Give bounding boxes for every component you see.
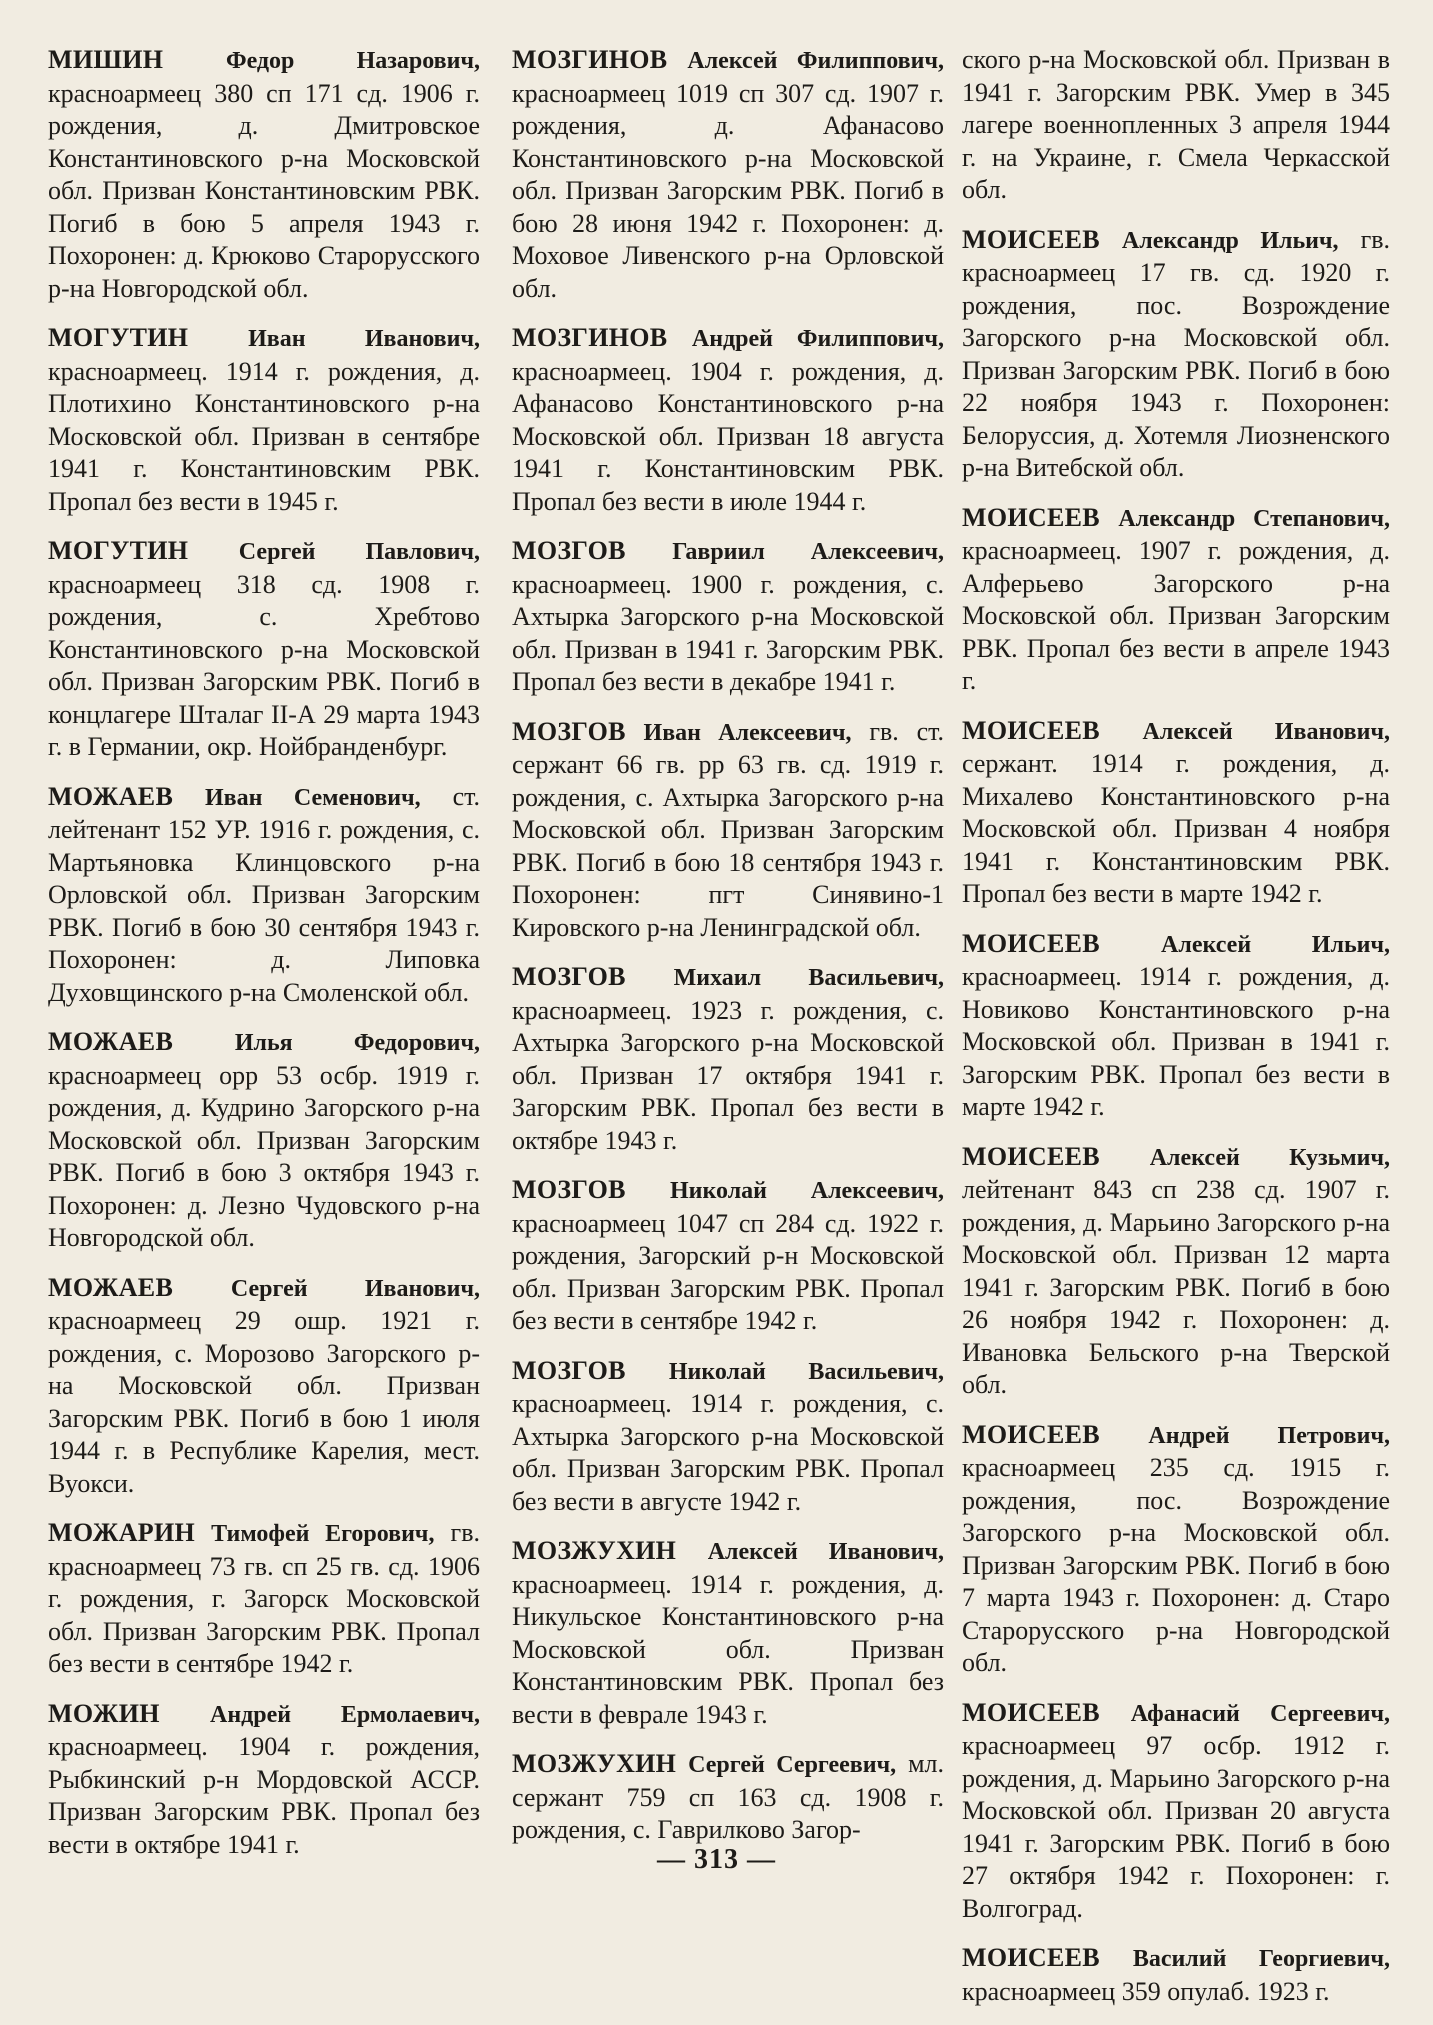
entry-given-name: Сергей Сергеевич,	[688, 1752, 897, 1778]
entry	[48, 322, 480, 518]
entry-surname: МОИСЕЕВ	[962, 502, 1100, 532]
entry-text: гв. красноармеец 73 гв. сп 25 гв. сд. 1906 г. рождения, г. Загорск Московской обл. Призван Загорским РВК. Пропал без вести в сентябре 1942 г.	[48, 1518, 480, 1678]
entry-text: красноармеец 318 сд. 1908 г. рождения, с. Хребтово Константиновского р-на Московской обл. Призван Загорским РВК. Погиб в концлагере Шталаг II-А 29 марта 1943 г. в Германии, окр. Нойбранденбург.	[48, 569, 480, 761]
entry-surname: МОЗГОВ	[512, 1175, 626, 1204]
entry	[48, 1272, 480, 1501]
entry	[962, 715, 1390, 911]
entry-given-name: Федор Назарович,	[225, 48, 480, 74]
entry-surname: МОИСЕЕВ	[962, 715, 1100, 745]
entry-surname: МОГУТИН	[48, 323, 189, 352]
entry-given-name: Илья Федорович,	[234, 1030, 480, 1056]
entry-text: лейтенант 843 сп 238 сд. 1907 г. рождения, д. Марьино Загорского р-на Московской обл. Призван 12 марта 1941 г. Загорским РВК. Погиб в бою 26 ноября 1942 г. Похоронен: д. Ивановка Бельского р-на Тверской обл.	[962, 1175, 1390, 1399]
entry-text: красноармеец. 1914 г. рождения, д. Никульское Константиновского р-на Московской обл. Призван Константиновским РВК. Пропал без вести в феврале 1943 г.	[512, 1569, 944, 1729]
entry-surname: МОИСЕЕВ	[962, 1141, 1100, 1171]
entry-given-name: Афанасий Сергеевич,	[1130, 1700, 1391, 1727]
entry-surname: МОЗЖУХИН	[512, 1749, 677, 1778]
entry	[962, 1141, 1390, 1402]
entry-text: гв. ст. сержант 66 гв. рр 63 гв. сд. 1919 г. рождения, с. Ахтырка Загорского р-на Московской обл. Призван Загорским РВК. Погиб в бою 18 сентября 1943 г. Похоронен: пгт Синявино-1 Кировского р-на Ленинградской обл.	[512, 716, 945, 942]
entry	[512, 1174, 944, 1338]
column-2	[512, 44, 944, 1864]
entry-surname: МОЗЖУХИН	[512, 1536, 677, 1565]
entry	[48, 781, 480, 1010]
entry	[512, 716, 944, 945]
entry-given-name: Иван Алексеевич,	[643, 719, 852, 746]
entry	[962, 1942, 1390, 2008]
entry-text: красноармеец. 1904 г. рождения, Рыбкинский р-н Мордовской АССР. Призван Загорским РВК. Пропал без вести в октябре 1941 г.	[48, 1732, 480, 1859]
entry-given-name: Андрей Ермолаевич,	[210, 1701, 480, 1728]
entry	[512, 1535, 944, 1731]
entry-text: красноармеец. 1914 г. рождения, д. Новиково Константиновского р-на Московской обл. Призван в 1941 г. Загорским РВК. Пропал без вести в марте 1942 г.	[962, 962, 1390, 1121]
page-number: — 313 —	[657, 1844, 776, 1875]
entry	[48, 1026, 480, 1255]
entry-given-name: Сергей Павлович,	[238, 539, 480, 565]
entry-given-name: Андрей Филиппович,	[691, 326, 945, 352]
entry-text: красноармеец орр 53 осбр. 1919 г. рождения, д. Кудрино Загорского р-на Московской обл. Призван Загорским РВК. Погиб в бою 3 октября 1943 г. Похоронен: д. Лезно Чудовского р-на Новгородской обл.	[48, 1060, 480, 1252]
entry-surname: МОЗГОВ	[512, 716, 626, 746]
entry	[512, 322, 944, 518]
entry-text: ст. лейтенант 152 УР. 1916 г. рождения, с. Мартьяновка Клинцовского р-на Орловской обл. Призван Загорским РВК. Погиб в бою 30 сентября 1943 г. Похоронен: д. Липовка Духовщинского р-на Смоленской обл.	[48, 781, 481, 1007]
entry	[962, 1697, 1390, 1926]
entry	[48, 1517, 480, 1681]
entry-given-name: Алексей Кузьмич,	[1149, 1144, 1390, 1171]
entry-surname: МОЗГОВ	[512, 536, 626, 565]
entry-surname: МОИСЕЕВ	[962, 1943, 1100, 1972]
entry-given-name: Алексей Ильич,	[1161, 931, 1390, 958]
entry	[512, 44, 944, 305]
entry-text: красноармеец 380 сп 171 сд. 1906 г. рождения, д. Дмитровское Константиновского р-на Московской обл. Призван Константиновским РВК. Погиб в бою 5 апреля 1943 г. Похоронен: д. Крюково Старорусского р-на Новгородской обл.	[48, 78, 480, 303]
entry-surname: МИШИН	[48, 45, 164, 74]
entry-given-name: Александр Степанович,	[1118, 505, 1391, 532]
entry-continuation	[962, 44, 1390, 207]
entry-given-name: Николай Алексеевич,	[670, 1178, 944, 1204]
entry-surname: МОЗГИНОВ	[512, 323, 668, 352]
entry-surname: МОЖАЕВ	[48, 781, 174, 811]
entry-text: красноармеец 97 осбр. 1912 г. рождения, д. Марьино Загорского р-на Московской обл. Призван 20 августа 1941 г. Загорским РВК. Погиб в бою 27 октября 1942 г. Похоронен: г. Волгоград.	[962, 1731, 1390, 1923]
entry-given-name: Алексей Иванович,	[707, 1539, 944, 1565]
entry-given-name: Николай Васильевич,	[668, 1358, 945, 1385]
entry-given-name: Иван Иванович,	[248, 326, 481, 352]
entry-text: красноармеец. 1900 г. рождения, с. Ахтырка Загорского р-на Московской обл. Призван в 1941 г. Загорским РВК. Пропал без вести в декабре 1941 г.	[512, 569, 944, 696]
entry-surname: МОЗГОВ	[512, 962, 626, 991]
entry	[48, 1698, 480, 1862]
entry	[512, 961, 944, 1157]
entry-text: красноармеец 1047 сп 284 сд. 1922 г. рождения, Загорский р-н Московской обл. Призван Загорским РВК. Пропал без вести в сентябре 1942 г.	[512, 1208, 944, 1335]
entry-surname: МОЖАЕВ	[48, 1027, 174, 1056]
entry-text: красноармеец 29 ошр. 1921 г. рождения, с. Морозово Загорского р-на Московской обл. Призван Загорским РВК. Погиб в бою 1 июля 1944 г. в Республике Карелия, мест. Вуокси.	[48, 1306, 480, 1498]
entry-given-name: Андрей Петрович,	[1148, 1422, 1390, 1449]
entry-text: сержант. 1914 г. рождения, д. Михалево Константиновского р-на Московской обл. Призван 4 ноября 1941 г. Константиновским РВК. Пропал без вести в марте 1942 г.	[962, 749, 1390, 908]
entry-given-name: Алексей Филиппович,	[687, 48, 944, 74]
entry-text: красноармеец. 1907 г. рождения, д. Алферьево Загорского р-на Московской обл. Призван Загорским РВК. Пропал без вести в апреле 1943 г.	[962, 536, 1390, 695]
entry-given-name: Гавриил Алексеевич,	[672, 539, 944, 565]
entry	[962, 502, 1390, 698]
entry	[512, 535, 944, 699]
entry-given-name: Михаил Васильевич,	[673, 965, 945, 991]
entry-given-name: Тимофей Егорович,	[211, 1521, 435, 1547]
entry-given-name: Сергей Иванович,	[230, 1275, 480, 1302]
entry-text: гв. красноармеец 17 гв. сд. 1920 г. рождения, пос. Возрождение Загорского р-на Московской обл. Призван Загорским РВК. Погиб в бою 22 ноября 1943 г. Похоронен: Белоруссия, д. Хотемля Лиозненского р-на Витебской обл.	[962, 224, 1391, 482]
entry	[512, 1748, 944, 1847]
entry-text: красноармеец. 1904 г. рождения, д. Афанасово Константиновского р-на Московской обл. Призван 18 августа 1941 г. Константиновским РВК. Пропал без вести в июле 1944 г.	[512, 356, 944, 516]
entry	[962, 1419, 1390, 1680]
entry-given-name: Алексей Иванович,	[1142, 718, 1390, 745]
entry	[962, 928, 1390, 1124]
entry-given-name: Иван Семенович,	[204, 784, 421, 811]
entry-surname: МОЗГИНОВ	[512, 45, 668, 74]
entry	[48, 535, 480, 764]
entry-text: красноармеец. 1914 г. рождения, с. Ахтырка Загорского р-на Московской обл. Призван Загорским РВК. Пропал без вести в августе 1942 г.	[512, 1389, 944, 1516]
entry-text: красноармеец. 1923 г. рождения, с. Ахтырка Загорского р-на Московской обл. Призван 17 октября 1941 г. Загорским РВК. Пропал без вести в октябре 1943 г.	[512, 995, 944, 1155]
entry-surname: МОИСЕЕВ	[962, 224, 1100, 254]
entry-surname: МОЖАЕВ	[48, 1272, 174, 1302]
entry-text: красноармеец 1019 сп 307 сд. 1907 г. рождения, д. Афанасово Константиновского р-на Московской обл. Призван Загорским РВК. Погиб в бою 28 июня 1942 г. Похоронен: д. Моховое Ливенского р-на Орловской обл.	[512, 78, 944, 303]
entry-surname: МОЖИН	[48, 1698, 160, 1728]
entry-surname: МОИСЕЕВ	[962, 928, 1100, 958]
entry-text: красноармеец 235 сд. 1915 г. рождения, пос. Возрождение Загорского р-на Московской обл. Призван Загорским РВК. Погиб в бою 7 марта 1943 г. Похоронен: д. Старо Старорусского р-на Новгородской обл.	[962, 1453, 1390, 1677]
column-3	[962, 44, 1390, 2025]
entry	[512, 1355, 944, 1519]
entry-surname: МОГУТИН	[48, 536, 189, 565]
entry-surname: МОИСЕЕВ	[962, 1697, 1100, 1727]
entry-text: красноармеец. 1914 г. рождения, д. Плотихино Константиновского р-на Московской обл. Призван в сентябре 1941 г. Константиновским РВК. Пропал без вести в 1945 г.	[48, 356, 480, 516]
entry	[962, 224, 1390, 485]
entry-given-name: Василий Георгиевич,	[1132, 1946, 1390, 1972]
entry-surname: МОЗГОВ	[512, 1355, 626, 1385]
entry-text: ского р-на Московской обл. Призван в 1941 г. Загорским РВК. Умер в 345 лагере военнопленных 3 апреля 1944 г. на Украине, г. Смела Черкасской обл.	[962, 45, 1390, 204]
entry-text: мл. сержант 759 сп 163 сд. 1908 г. рождения, с. Гаврилково Загор-	[512, 1749, 945, 1844]
entry-surname: МОЖАРИН	[48, 1518, 196, 1547]
column-1	[48, 44, 480, 1878]
entry-surname: МОИСЕЕВ	[962, 1419, 1100, 1449]
entry-text: красноармеец 359 опулаб. 1923 г.	[962, 1976, 1330, 2006]
entry-given-name: Александр Ильич,	[1121, 227, 1339, 254]
entry	[48, 44, 480, 305]
